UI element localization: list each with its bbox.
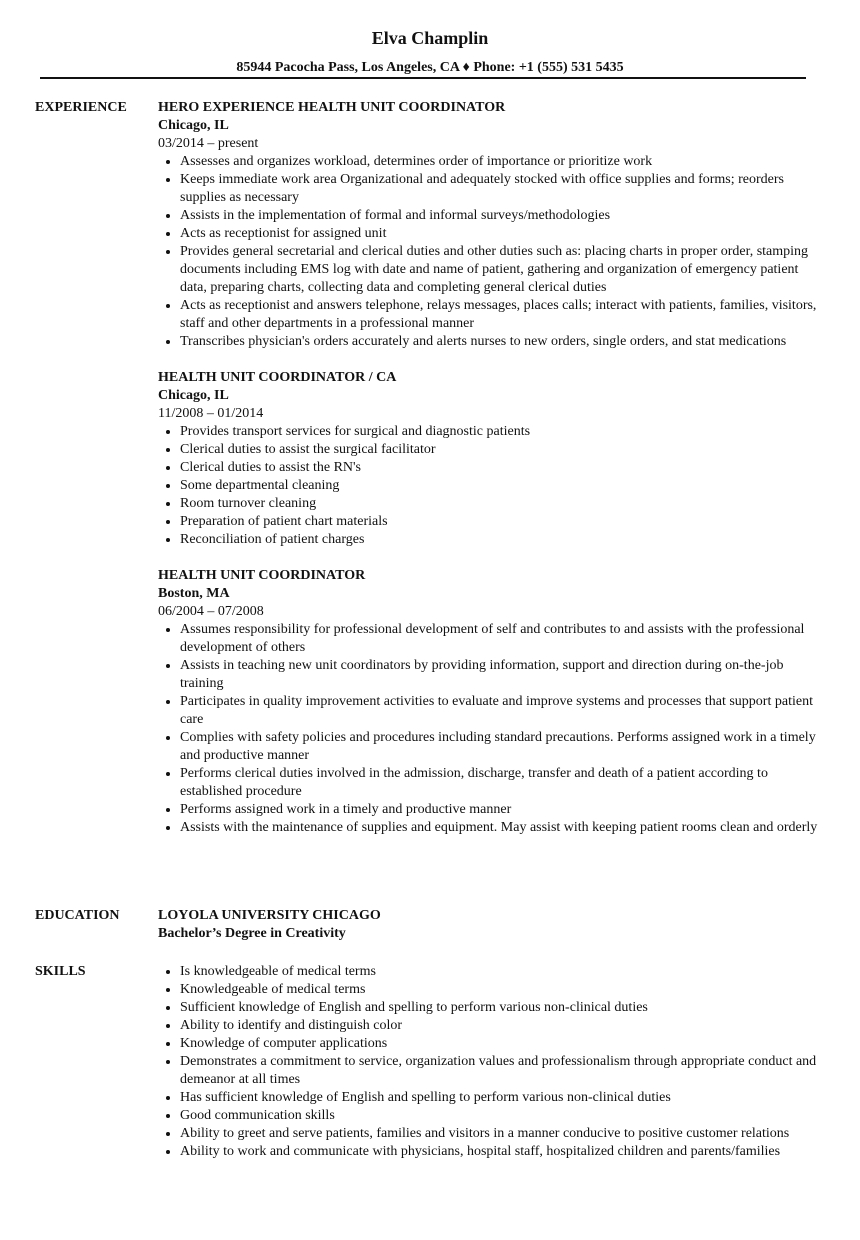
job-location: Chicago, IL [158, 118, 229, 133]
list-item: • Assumes responsibility for professional development of self and contributes to and assists with the professional development of others [180, 621, 818, 657]
list-item: • Participates in quality improvement activities to evaluate and improve systems and processes that support patient care [180, 693, 818, 729]
list-item: • Demonstrates a commitment to service, organization values and professionalism through appropriate conduct and demeanor at all times [180, 1053, 818, 1089]
list-item: • Transcribes physician's orders accurately and alerts nurses to new orders, single orders, and stat medications [180, 333, 818, 351]
list-item: • Ability to greet and serve patients, families and visitors in a manner conducive to positive customer relations [180, 1125, 818, 1143]
list-item: • Clerical duties to assist the RN's [180, 459, 818, 477]
list-item: • Keeps immediate work area Organizational and adequately stocked with office supplies and forms; reorders supplies as necessary [180, 171, 818, 207]
list-item: • Assists with the maintenance of supplies and equipment. May assist with keeping patient rooms clean and orderly [180, 819, 818, 837]
list-item: • Good communication skills [180, 1107, 818, 1125]
job-entry [158, 567, 818, 837]
list-item: • Clerical duties to assist the surgical facilitator [180, 441, 818, 459]
list-item: • Provides general secretarial and clerical duties and other duties such as: placing charts in proper order, stamping documents including EMS log with date and name of patient, gathering and organization of emergency patient data, preparing charts, collecting data and completing general clerical duties [180, 243, 818, 297]
list-item: • Assists in the implementation of formal and informal surveys/methodologies [180, 207, 818, 225]
list-item: • Ability to identify and distinguish color [180, 1017, 818, 1035]
school-name: LOYOLA UNIVERSITY CHICAGO [158, 908, 381, 923]
list-item: • Acts as receptionist for assigned unit [180, 225, 818, 243]
list-item: • Sufficient knowledge of English and spelling to perform various non-clinical duties [180, 999, 818, 1017]
job-dates: 11/2008 – 01/2014 [158, 406, 264, 421]
skills-body [158, 963, 818, 1161]
list-item: • Complies with safety policies and procedures including standard precautions. Performs assigned work in a timely and productive manner [180, 729, 818, 765]
skills-list [158, 963, 818, 1161]
list-item: • Performs clerical duties involved in the admission, discharge, transfer and death of a patient according to established procedure [180, 765, 818, 801]
job-title: HEALTH UNIT COORDINATOR / CA [158, 370, 397, 385]
job-dates: 06/2004 – 07/2008 [158, 604, 264, 619]
job-duties [158, 423, 818, 549]
job-entry [158, 369, 818, 549]
candidate-name: Elva Champlin [371, 28, 489, 48]
list-item: • Provides transport services for surgical and diagnostic patients [180, 423, 818, 441]
header-divider [40, 77, 806, 79]
job-location: Boston, MA [158, 586, 230, 601]
education-heading: EDUCATION [35, 908, 120, 923]
job-entry [158, 99, 818, 351]
experience-body [158, 99, 818, 855]
list-item: • Acts as receptionist and answers telephone, relays messages, places calls; interact with patients, families, visitors, staff and other departments in a professional manner [180, 297, 818, 333]
skills-heading: SKILLS [35, 964, 86, 979]
job-duties [158, 621, 818, 837]
list-item: • Some departmental cleaning [180, 477, 818, 495]
education-body [158, 907, 818, 943]
list-item: • Reconciliation of patient charges [180, 531, 818, 549]
contact-line: 85944 Pacocha Pass, Los Angeles, CA ♦ Phone: +1 (555) 531 5435 [236, 60, 624, 75]
list-item: • Is knowledgeable of medical terms [180, 963, 818, 981]
job-location: Chicago, IL [158, 388, 229, 403]
job-title: HERO EXPERIENCE HEALTH UNIT COORDINATOR [158, 100, 506, 115]
experience-heading: EXPERIENCE [35, 100, 127, 115]
list-item: • Knowledgeable of medical terms [180, 981, 818, 999]
job-duties [158, 153, 818, 351]
list-item: • Has sufficient knowledge of English and spelling to perform various non-clinical duties [180, 1089, 818, 1107]
degree: Bachelor’s Degree in Creativity [158, 926, 346, 941]
list-item: • Assists in teaching new unit coordinators by providing information, support and direction during on-the-job training [180, 657, 818, 693]
list-item: • Performs assigned work in a timely and productive manner [180, 801, 818, 819]
job-dates: 03/2014 – present [158, 136, 259, 151]
job-title: HEALTH UNIT COORDINATOR [158, 568, 366, 583]
list-item: • Ability to work and communicate with physicians, hospital staff, hospitalized children and parents/families [180, 1143, 818, 1161]
list-item: • Preparation of patient chart materials [180, 513, 818, 531]
list-item: • Knowledge of computer applications [180, 1035, 818, 1053]
list-item: • Room turnover cleaning [180, 495, 818, 513]
list-item: • Assesses and organizes workload, determines order of importance or prioritize work [180, 153, 818, 171]
